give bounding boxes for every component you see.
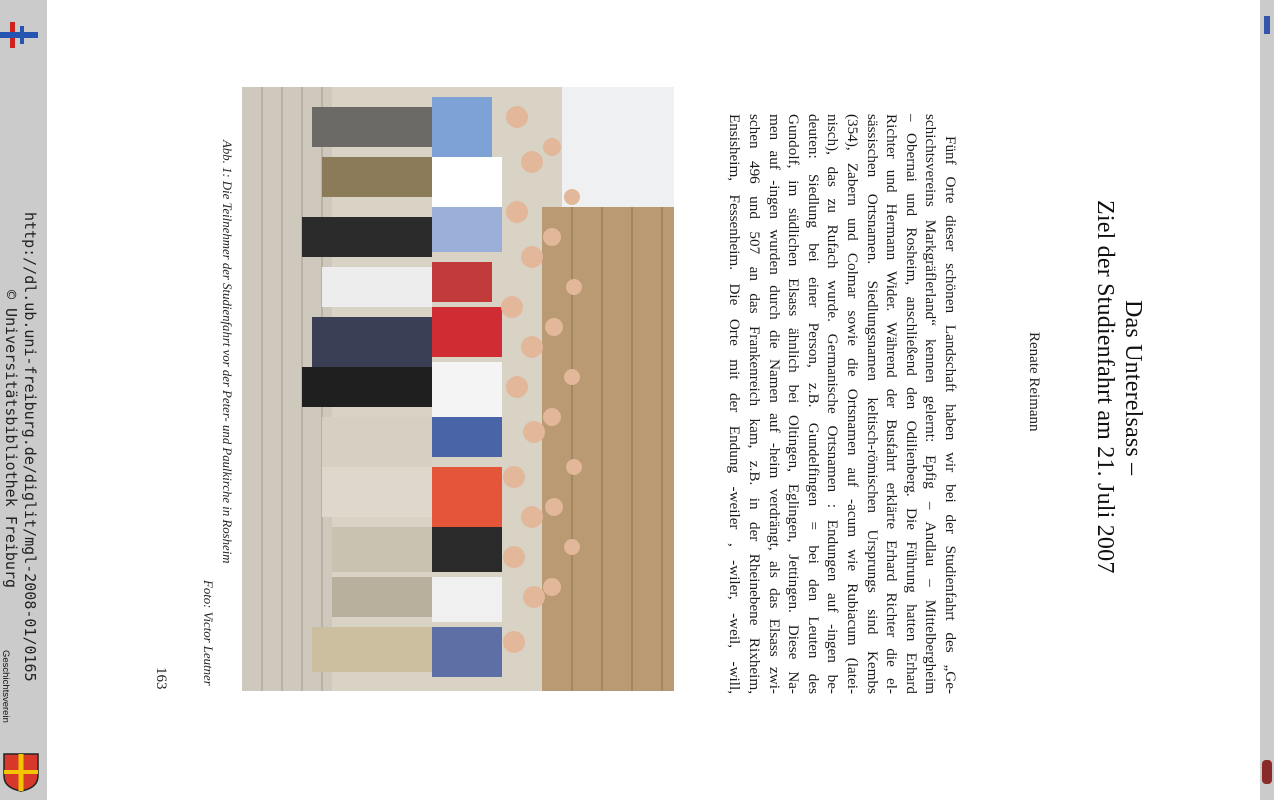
figure-caption: Abb. 1: Die Teilnehmer der Studienfahrt vor der Peter- und Paulkirche in Rosheim <box>220 140 234 564</box>
next-page-logo-edge <box>1262 760 1272 784</box>
body-line: Ensisheim, Fessenheim. Die Orte mit der Endung -weiler , -wiler, -weil, -will, <box>726 114 744 694</box>
body-line: Richter und Hermann Wider. Während der Busfahrt erklärte Erhard Richter die el- <box>883 114 901 694</box>
article-body <box>725 114 960 694</box>
body-line: schen 496 und 507 an das Frankenreich kam, z.B. in der Rheinebene Rixheim, <box>746 114 764 694</box>
copyright-notice: © Universitätsbibliothek Freiburg <box>2 290 20 589</box>
body-line: sässischen Ortsnamen. Siedlungsnamen keltisch-römischen Ursprungs sind Kembs <box>863 114 881 694</box>
body-line: – Obernai und Rosheim, anschließend den Odilienberg. Die Führung hatten Erhard <box>902 114 920 694</box>
next-page-edge-marker <box>1264 16 1270 34</box>
group-photo <box>242 87 674 691</box>
body-line: Gundolf, im südlichen Elsass ähnlich bei Oltingen, Eglingen, Jettingen. Diese Na- <box>785 114 803 694</box>
photo-credit: Foto: Victor Leutner <box>201 580 215 686</box>
society-name <box>0 650 10 735</box>
society-line1: Geschichtsverein <box>0 650 11 723</box>
body-line: men auf -ingen wurden durch die Namen auf -heim verdrängt, als das Elsass zwi- <box>765 114 783 694</box>
page-number: 163 <box>153 667 169 690</box>
body-line: (354), Zabern und Colmar sowie die Ortsnamen auf -acum wie Rubiacum (latei- <box>844 114 862 694</box>
body-line: schichtsvereins Markgräflerland“ kennen gelernt: Epfig – Andlau – Mittelbergheim <box>922 114 940 694</box>
body-line: deuten: Siedlung bei einer Person, z.B. Gundelfingen = bei den Leuten des <box>804 114 822 694</box>
society-coat-of-arms-icon <box>2 752 40 792</box>
article-title-line2: Ziel der Studienfahrt am 21. Juli 2007 <box>1092 200 1118 574</box>
article-author: Renate Reimann <box>1026 332 1042 432</box>
right-viewer-strip <box>1260 0 1274 800</box>
article-title-line1: Das Unterelsass – <box>1120 300 1146 476</box>
source-url[interactable]: http://dl.ub.uni-freiburg.de/diglit/mgl-2008-01/0165 <box>21 212 39 682</box>
library-logo-icon <box>0 22 38 48</box>
body-line: Fünf Orte dieser schönen Landschaft haben wir bei der Studienfahrt des „Ge- <box>942 136 959 694</box>
body-line: nisch), das zu Rufach wurde. Germanische Ortsnamen : Endungen auf -ingen be- <box>824 114 842 694</box>
group-photo-image <box>242 87 674 691</box>
article-body-lines <box>725 114 960 694</box>
